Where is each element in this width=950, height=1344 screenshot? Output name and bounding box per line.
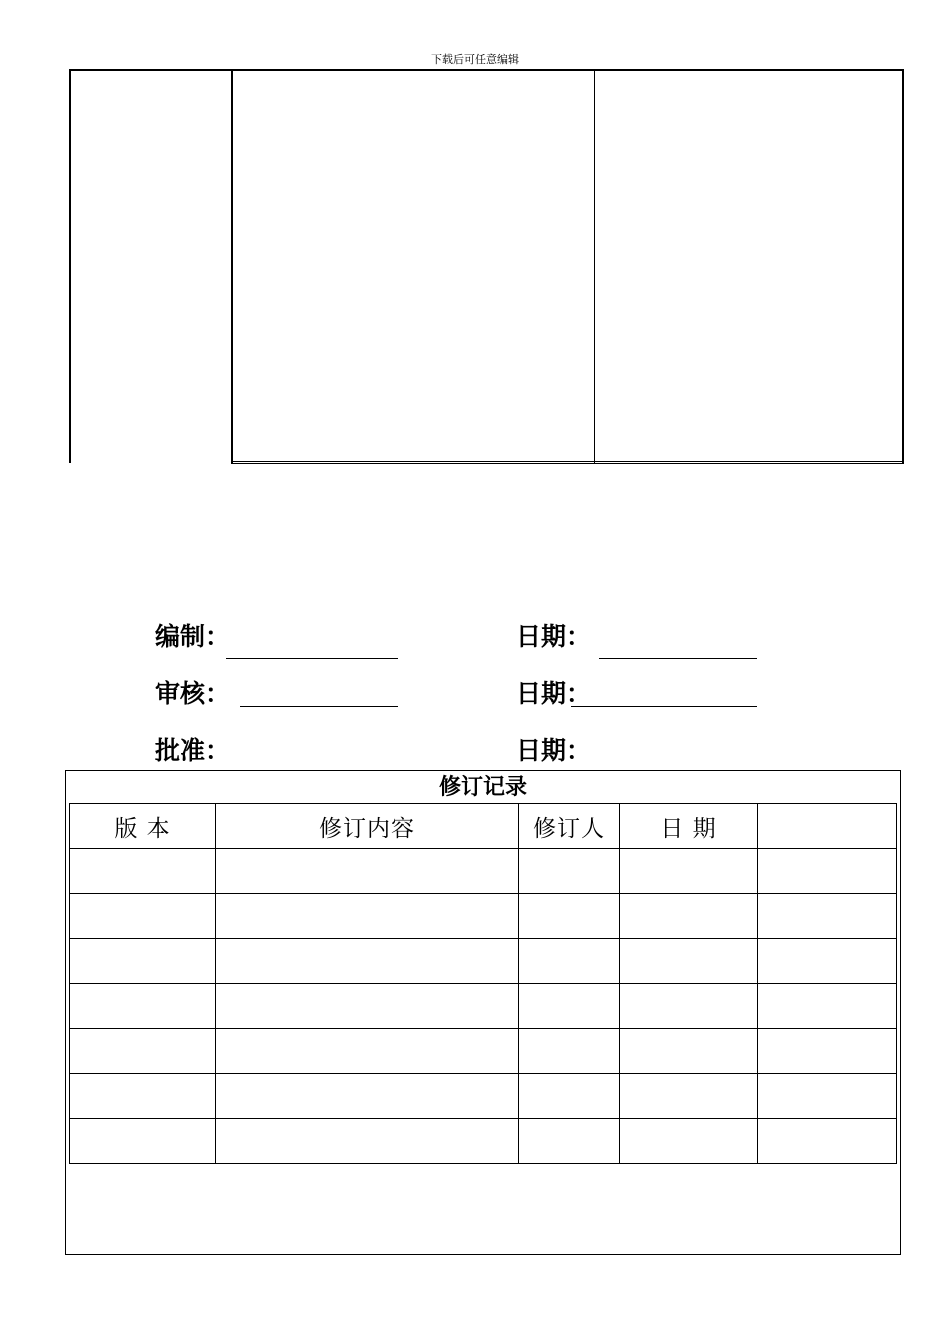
table-cell[interactable]: [70, 1074, 216, 1119]
table-row: [70, 1029, 897, 1074]
upper-blank-table: [0, 0, 950, 470]
revision-header-row: [70, 804, 897, 849]
table-cell[interactable]: [758, 1029, 897, 1074]
compiled-by-label: 编制：: [155, 622, 231, 651]
table-cell[interactable]: [620, 1119, 758, 1164]
table-cell[interactable]: [70, 1029, 216, 1074]
table-cell[interactable]: [620, 894, 758, 939]
table-cell[interactable]: [70, 849, 216, 894]
header-note: 下载后可任意编辑: [431, 53, 519, 66]
table-cell[interactable]: [216, 849, 519, 894]
column-header-extra: [758, 804, 897, 849]
column-header-version: 版 本: [70, 804, 216, 849]
table-cell[interactable]: [758, 1074, 897, 1119]
table-cell[interactable]: [758, 849, 897, 894]
table-cell[interactable]: [70, 1119, 216, 1164]
table-cell[interactable]: [70, 984, 216, 1029]
reviewed-date-label: 日期：: [516, 679, 592, 708]
table-cell[interactable]: [216, 1074, 519, 1119]
table-row: [70, 894, 897, 939]
table-cell[interactable]: [620, 1029, 758, 1074]
table-cell[interactable]: [216, 939, 519, 984]
table-left-border: [69, 69, 71, 463]
table-divider-1: [231, 69, 233, 464]
table-cell[interactable]: [620, 1074, 758, 1119]
table-bottom-border: [231, 461, 904, 462]
table-cell[interactable]: [70, 939, 216, 984]
table-row: [70, 939, 897, 984]
compiled-date-label: 日期：: [516, 622, 592, 651]
table-cell[interactable]: [620, 939, 758, 984]
table-row: [70, 984, 897, 1029]
revision-record-title: 修订记录: [438, 775, 527, 800]
revision-table: [69, 803, 897, 1164]
table-cell[interactable]: [519, 894, 620, 939]
table-cell[interactable]: [216, 1119, 519, 1164]
revision-record: [65, 770, 901, 1255]
table-cell[interactable]: [758, 894, 897, 939]
table-cell[interactable]: [620, 849, 758, 894]
table-cell[interactable]: [216, 984, 519, 1029]
approved-by-label: 批准：: [155, 736, 231, 765]
table-cell[interactable]: [519, 1119, 620, 1164]
table-cell[interactable]: [519, 849, 620, 894]
reviewed-date-field[interactable]: [571, 706, 757, 707]
table-cell[interactable]: [758, 1119, 897, 1164]
table-cell[interactable]: [758, 984, 897, 1029]
table-cell[interactable]: [216, 1029, 519, 1074]
table-bottom-border-2: [231, 463, 904, 464]
column-header-date: 日 期: [620, 804, 758, 849]
table-cell[interactable]: [519, 939, 620, 984]
reviewed-by-field[interactable]: [240, 706, 398, 707]
column-header-content: 修订内容: [216, 804, 519, 849]
table-cell[interactable]: [70, 894, 216, 939]
approved-date-label: 日期：: [516, 736, 592, 765]
reviewed-by-label: 审核：: [155, 679, 231, 708]
table-right-border: [902, 69, 904, 464]
table-cell[interactable]: [758, 939, 897, 984]
table-cell[interactable]: [620, 984, 758, 1029]
table-cell[interactable]: [216, 894, 519, 939]
table-row: [70, 849, 897, 894]
table-row: [70, 1119, 897, 1164]
table-cell[interactable]: [519, 1074, 620, 1119]
column-header-reviser: 修订人: [519, 804, 620, 849]
table-cell[interactable]: [519, 1029, 620, 1074]
table-top-border: [69, 69, 904, 71]
table-divider-2: [594, 69, 595, 463]
table-row: [70, 1074, 897, 1119]
compiled-by-field[interactable]: [226, 658, 398, 659]
compiled-date-field[interactable]: [599, 658, 757, 659]
table-cell[interactable]: [519, 984, 620, 1029]
